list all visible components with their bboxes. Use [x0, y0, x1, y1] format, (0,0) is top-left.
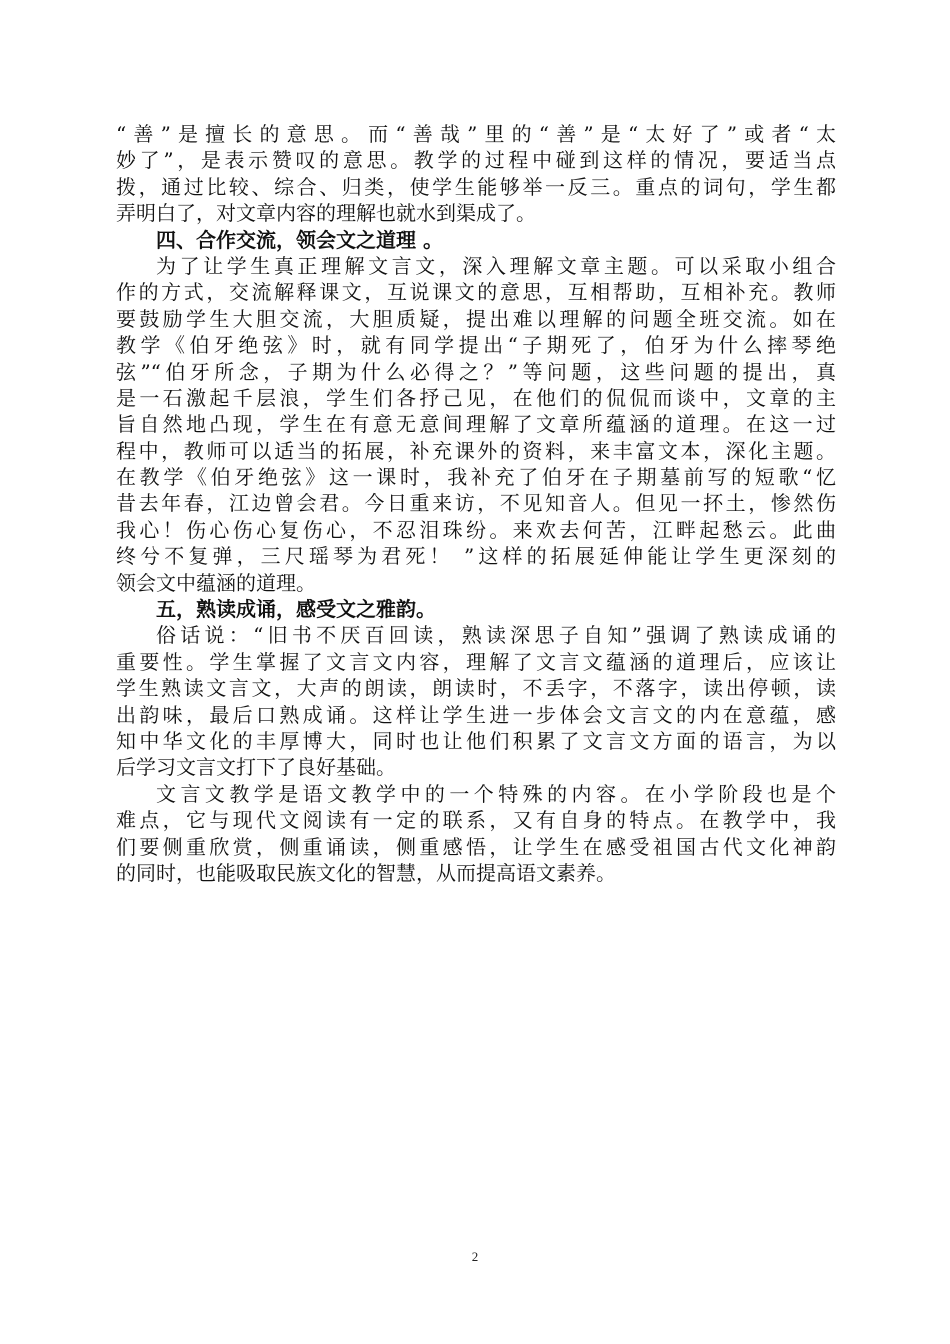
text-line: 学生熟读文言文，大声的朗读，朗读时，不丢字，不落字，读出停顿，读 — [116, 676, 836, 701]
section-heading: 四、合作交流，领会文之道理 。 — [156, 227, 443, 252]
text-line: 作的方式，交流解释课文，互说课文的意思，互相帮助，互相补充。教师 — [116, 280, 836, 305]
page-number: 2 — [471, 1249, 479, 1264]
text-line: 为了让学生真正理解文言文，深入理解文章主题。可以采取小组合 — [156, 253, 836, 278]
text-line: 领会文中蕴涵的道理。 — [116, 570, 316, 595]
text-line: 俗话说：“旧书不厌百回读，熟读深思子自知”强调了熟读成诵的 — [156, 623, 836, 648]
text-line: 知中华文化的丰厚博大，同时也让他们积累了文言文方面的语言，为以 — [116, 728, 836, 753]
text-line: 文言文教学是语文教学中的一个特殊的内容。在小学阶段也是个 — [156, 781, 836, 806]
text-line: 拨，通过比较、综合、归类，使学生能够举一反三。重点的词句，学生都 — [116, 174, 836, 199]
text-line: 弦”“伯牙所念，子期为什么必得之？”等问题，这些问题的提出，真 — [116, 359, 836, 384]
text-line: 难点，它与现代文阅读有一定的联系，又有自身的特点。在教学中，我 — [116, 808, 836, 833]
section-heading: 五，熟读成诵，感受文之雅韵。 — [156, 597, 436, 622]
text-line: 的同时，也能吸取民族文化的智慧，从而提高语文素养。 — [116, 860, 616, 885]
text-line: “善”是擅长的意思。而“善哉”里的“善”是“太好了”或者“太 — [116, 122, 836, 146]
text-line: 是一石激起千层浪，学生们各抒己见，在他们的侃侃而谈中，文章的主 — [116, 385, 836, 410]
text-line: 在教学《伯牙绝弦》这一课时，我补充了伯牙在子期墓前写的短歌“忆 — [116, 465, 836, 490]
text-line: 终兮不复弹，三尺瑶琴为君死！ ”这样的拓展延伸能让学生更深刻的 — [116, 544, 836, 569]
text-line: 妙了”，是表示赞叹的意思。教学的过程中碰到这样的情况，要适当点 — [116, 148, 836, 173]
text-line: 我心！伤心伤心复伤心，不忍泪珠纷。来欢去何苦，江畔起愁云。此曲 — [116, 517, 836, 542]
text-line: 程中，教师可以适当的拓展，补充课外的资料，来丰富文本，深化主题。 — [116, 438, 836, 463]
text-line: 弄明白了，对文章内容的理解也就水到渠成了。 — [116, 201, 536, 226]
text-line: 教学《伯牙绝弦》时，就有同学提出“子期死了，伯牙为什么摔琴绝 — [116, 333, 836, 358]
text-line: 昔去年春，江边曾会君。今日重来访，不见知音人。但见一抔土，惨然伤 — [116, 491, 836, 516]
text-line: 们要侧重欣赏，侧重诵读，侧重感悟，让学生在感受祖国古代文化神韵 — [116, 834, 836, 859]
text-line: 旨自然地凸现，学生在有意无意间理解了文章所蕴涵的道理。在这一过 — [116, 412, 836, 437]
document-body — [116, 121, 836, 886]
text-line: 出韵味，最后口熟成诵。这样让学生进一步体会文言文的内在意蕴，感 — [116, 702, 836, 727]
text-line: 要鼓励学生大胆交流，大胆质疑，提出难以理解的问题全班交流。如在 — [116, 306, 836, 331]
text-line: 重要性。学生掌握了文言文内容，理解了文言文蕴涵的道理后，应该让 — [116, 649, 836, 674]
text-line: 后学习文言文打下了良好基础。 — [116, 755, 396, 780]
